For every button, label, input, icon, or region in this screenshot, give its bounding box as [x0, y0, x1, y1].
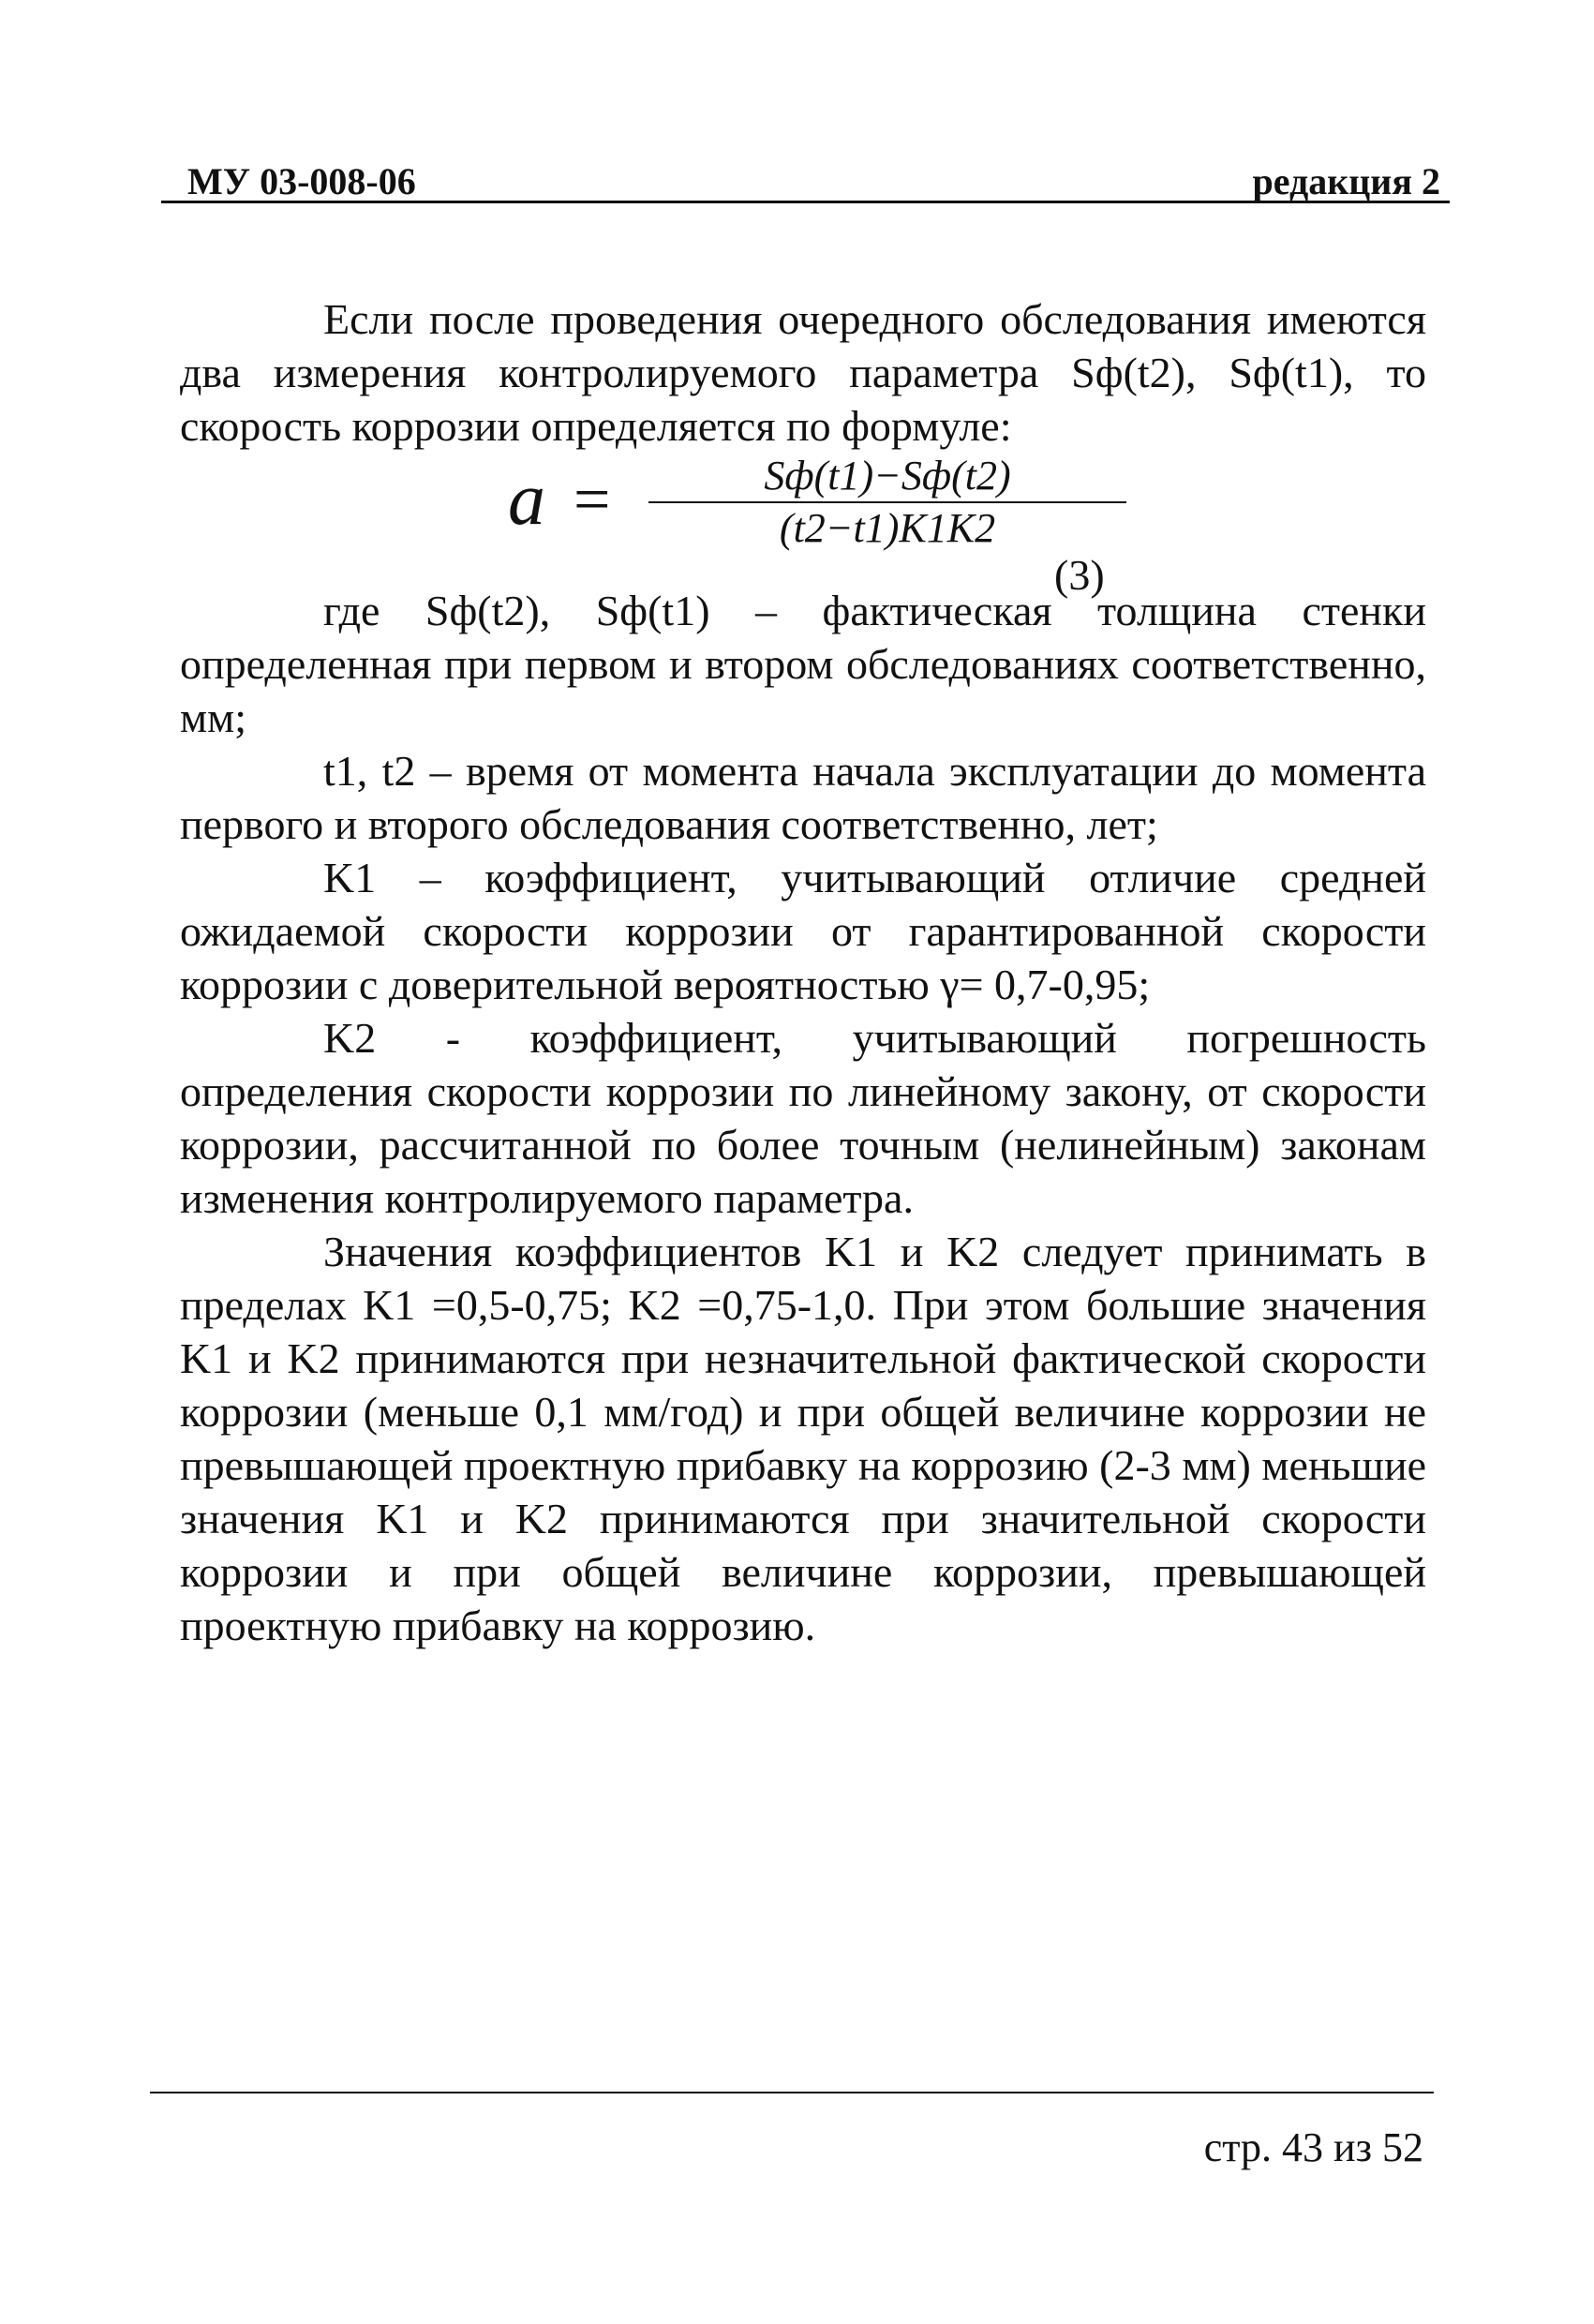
page-number: стр. 43 из 52	[1203, 2124, 1423, 2170]
definition-t: t1, t2 – время от момента начала эксплуатации до момента первого и второго обследования соответственно, лет;	[180, 747, 1426, 848]
definition-k1: K1 – коэффициент, учитывающий отличие средней ожидаемой скорости коррозии от гарантированной скорости коррозии с доверительной вероятностью γ= 0,7-0,95;	[180, 854, 1426, 1008]
formula-equals: =	[574, 464, 611, 536]
definition-s: где Sф(t2), Sф(t1) – фактическая толщина стенки определенная при первом и втором обследованиях соответственно, мм;	[180, 587, 1426, 741]
document-body	[180, 292, 1426, 1652]
formula-3	[180, 453, 1426, 599]
formula-numerator: Sф(t1)−Sф(t2)	[764, 453, 1011, 499]
formula-denominator: (t2−t1)K1K2	[779, 505, 996, 551]
intro-paragraph: Если после проведения очередного обследования имеются два измерения контролируемого параметра Sф(t2), Sф(t1), то скорость коррозии определяется по формуле:	[180, 295, 1426, 450]
formula-fraction	[648, 453, 1126, 552]
edition-label: редакция 2	[1252, 160, 1440, 202]
formula-number: (3)	[1054, 551, 1105, 599]
document-code: МУ 03-008-06	[187, 160, 416, 202]
fraction-bar	[648, 501, 1126, 503]
formula-lhs: a	[508, 458, 545, 541]
closing-paragraph: Значения коэффициентов K1 и K2 следует принимать в пределах K1 =0,5-0,75; K2 =0,75-1,0. При этом большие значения K1 и K2 принимаются при незначительной фактической скорости коррозии (меньше 0,1 мм/год) и при общей величине коррозии не превышающей проектную прибавку на коррозию (2-3 мм) меньшие значения K1 и K2 принимаются при значительной скорости коррозии и при общей величине коррозии, превышающей проектную прибавку на коррозию.	[180, 1228, 1426, 1649]
page-header	[161, 156, 1450, 203]
footer-rule	[150, 2092, 1434, 2093]
definition-k2: K2 - коэффициент, учитывающий погрешность определения скорости коррозии по линейному закону, от скорости коррозии, рассчитанной по более точным (нелинейным) законам изменения контролируемого параметра.	[180, 1014, 1426, 1222]
